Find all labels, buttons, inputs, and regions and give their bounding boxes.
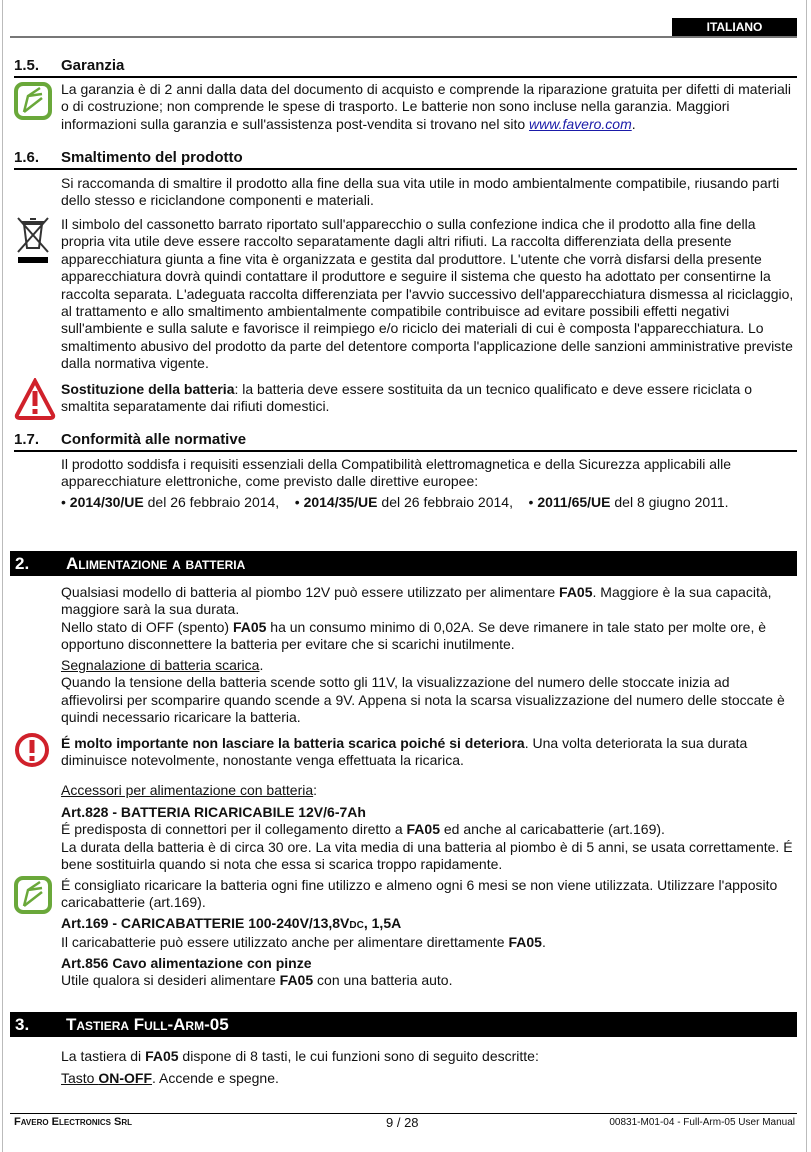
text: É predisposta di connettori per il collegamento diretto a <box>61 821 407 838</box>
footer-company: Favero Electronics Srl <box>14 1116 133 1128</box>
tip-pencil-icon <box>14 876 52 914</box>
model: FA05 <box>406 821 440 838</box>
heading-number: 1.5. <box>14 57 40 74</box>
text: La tastiera di <box>61 1048 146 1064</box>
key-name: ON-OFF <box>98 1070 153 1086</box>
art169: Art.169 - CARICABATTERIE 100-240V/13,8VDC, 1,5A Il caricabatterie può essere utilizzato anche per alimentare direttamente FA05. <box>61 915 546 951</box>
on-off-key-label <box>61 1070 152 1086</box>
weee-text: Il simbolo del cassonetto barrato riportato sull'apparecchio o sulla confezione indica che il prodotto alla fine della propria vita utile deve essere raccolto separatamente dagli altri rifiuti. La raccolta differenziata della presente apparecchiatura giunta a fine vita è organizzata e gestita dal produttore. L'utente che vorrà disfarsi della presente apparecchiatura dovrà quindi contattare il produttore e seguire il sistema che questo ha adottato per consentirne la raccolta separata. L'adeguata raccolta differenziata per l'avvio successivo dell'apparecchiatura dismessa al riciclaggio, al trattamento e allo smaltimento ambientalmente compatibile contribuisce ad evitare possibili effetti negativi sull'ambiente e sulla salute e favorisce il reimpiego e/o riciclo dei materiali di cui è composta l'apparecchiatura. Lo smaltimento abusivo del prodotto da parte del detentore comporta l'applicazione delle sanzioni amministrative previste dalla normativa vigente. <box>61 216 794 372</box>
directive: • 2011/65/UE del 8 giugno 2011. <box>528 494 729 510</box>
article-title: Art.169 - CARICABATTERIE 100-240V/13,8V <box>61 915 350 931</box>
text: . Una volta deteriorata la sua durata diminuisce notevolmente, nonostante venga effettuata la ricarica. <box>61 735 748 769</box>
heading-title: Conformità alle normative <box>61 431 247 448</box>
warning-triangle-icon <box>14 378 56 420</box>
model: FA05 <box>232 618 267 635</box>
text: Utile qualora si desideri alimentare <box>61 972 280 989</box>
text: . Maggiore è la sua capacità, maggiore sarà la sua durata. <box>61 584 772 618</box>
directives-list <box>61 494 795 511</box>
text: Qualsiasi modello di batteria al piombo 12V può essere utilizzato per alimentare <box>61 584 560 600</box>
battery-alert <box>61 735 795 770</box>
keyboard-intro <box>61 1045 795 1089</box>
battery-intro <box>61 584 795 654</box>
disposal-text: Si raccomanda di smaltire il prodotto alla fine della sua vita utile in modo ambientalmente compatibile, riusando parti dello stesso e riciclandone componenti e materiali. <box>61 175 780 209</box>
chapter-heading-3 <box>10 1012 797 1037</box>
directive-code: 2014/35/UE <box>303 494 378 510</box>
alert-bold: É molto importante non lasciare la batteria scarica poiché si deteriora <box>61 735 525 751</box>
directive: • 2014/30/UE del 26 febbraio 2014, <box>61 494 280 510</box>
directive-date: del 8 giugno 2011. <box>610 494 729 510</box>
tip-pencil-icon <box>14 82 52 120</box>
model: FA05 <box>559 584 593 600</box>
text: dispone di 8 tasti, le cui funzioni sono di seguito descritte: <box>178 1048 539 1064</box>
directive: • 2014/35/UE del 26 febbraio 2014, <box>294 494 513 510</box>
directive-date: del 26 febbraio 2014, <box>377 494 513 510</box>
battery-replacement-warning <box>61 381 795 416</box>
compliance-text: Il prodotto soddisfa i requisiti essenziali della Compatibilità elettromagnetica e della Sicurezza applicabili alle apparecchiature elettroniche, come previsto dalle direttive europee: <box>61 456 732 490</box>
favero-link[interactable]: www.favero.com <box>529 115 632 132</box>
accessories-title: Accessori per alimentazione con batteria: <box>61 782 318 798</box>
text: Tasto <box>61 1070 99 1086</box>
model: FA05 <box>145 1048 179 1064</box>
directive-date: del 26 febbraio 2014, <box>143 494 280 510</box>
page-border <box>806 0 807 1152</box>
text: Nello stato di OFF (spento) <box>61 618 233 635</box>
weee-bin-icon <box>14 214 52 264</box>
directive-code: 2011/65/UE <box>537 494 611 510</box>
chapter-heading-2 <box>10 551 797 576</box>
charging-tip: É consigliato ricaricare la batteria ogni fine utilizzo e almeno ogni 6 mesi se non viene utilizzata. Utilizzare l'apposito caricabatterie (art.169). <box>61 877 778 911</box>
warning-bold: Sostituzione della batteria <box>61 381 235 397</box>
text: La durata della batteria è di circa 30 ore. La vita media di una batteria al piombo è di 5 anni, se usata correttamente. É bene sostituirla quando si nota che essa si scarica troppo rapidamente. <box>61 838 793 873</box>
header-divider <box>10 36 797 38</box>
text: . <box>631 115 636 132</box>
heading-number: 2. <box>15 554 30 573</box>
subscript: DC <box>349 920 364 931</box>
language-tab: ITALIANO <box>672 18 797 36</box>
model: FA05 <box>279 972 314 989</box>
article-title: Art.856 Cavo alimentazione con pinze <box>61 955 312 971</box>
text: . Accende e spegne. <box>152 1070 279 1086</box>
article-title: Art.828 - BATTERIA RICARICABILE 12V/6-7Ah <box>61 804 366 820</box>
text: con una batteria auto. <box>313 972 453 989</box>
heading-number: 3. <box>15 1015 30 1034</box>
alert-circle-icon <box>14 732 50 768</box>
low-battery-section: Segnalazione di batteria scarica. Quando la tensione della batteria scende sotto gli 11V, la visualizzazione del numero delle stoccate inizia ad affievolirsi per scomparire quando scende a 9V. Appena si nota la scarsa visualizzazione del numero delle stoccate è quindi necessario ricaricare la batteria. <box>61 657 785 726</box>
model: FA05 <box>508 934 542 951</box>
footer-divider <box>10 1113 797 1114</box>
heading-number: 1.6. <box>14 149 40 166</box>
text: ha un consumo minimo di 0,02A. Se deve rimanere in tale stato per molte ore, è opportuno disconnettere la batteria per evitare che si scarichi inutilmente. <box>61 618 767 653</box>
text: La garanzia è di 2 anni dalla data del documento di acquisto e comprende la riparazione gratuita per difetti di materiali o di costruzione; non comprende le spese di trasporto. Le batterie non sono incluse nella garanzia. Maggiori informazioni sulla garanzia e sull'assistenza post-vendita si trovano nel sito <box>61 81 792 132</box>
art856 <box>61 955 795 990</box>
page-border <box>2 0 3 1152</box>
text: Il caricabatterie può essere utilizzato anche per alimentare direttamente <box>61 934 509 951</box>
text: : la batteria deve essere sostituita da un tecnico qualificato e deve essere riciclata o smaltita separatamente dai rifiuti domestici. <box>61 381 752 415</box>
page-number: 9 / 28 <box>386 1115 419 1130</box>
directive-code: 2014/30/UE <box>69 494 144 510</box>
heading-title: Tastiera Full-Arm-05 <box>66 1015 229 1034</box>
section-heading-1-6 <box>14 149 797 170</box>
heading-title: Garanzia <box>61 57 125 74</box>
footer-doc-id: 00831-M01-04 - Full-Arm-05 User Manual <box>609 1117 795 1128</box>
section-heading-1-5 <box>14 57 797 78</box>
subheading: Segnalazione di batteria scarica <box>61 657 260 673</box>
subheading: Accessori per alimentazione con batteria <box>61 782 314 798</box>
heading-title: Alimentazione a batteria <box>66 554 246 573</box>
warranty-text <box>61 81 795 133</box>
text: ed anche al caricabatterie (art.169). <box>440 821 665 838</box>
heading-title: Smaltimento del prodotto <box>61 149 243 166</box>
section-heading-1-7 <box>14 431 797 452</box>
art828 <box>61 804 795 874</box>
heading-number: 1.7. <box>14 431 40 448</box>
article-title-end: , 1,5A <box>363 915 402 931</box>
text: Quando la tensione della batteria scende sotto gli 11V, la visualizzazione del numero delle stoccate inizia ad affievolirsi per scomparire quando scende a 9V. Appena si nota la scarsa visualizzazione del numero delle stoccate è quindi necessario ricaricare la batteria. <box>61 674 785 726</box>
